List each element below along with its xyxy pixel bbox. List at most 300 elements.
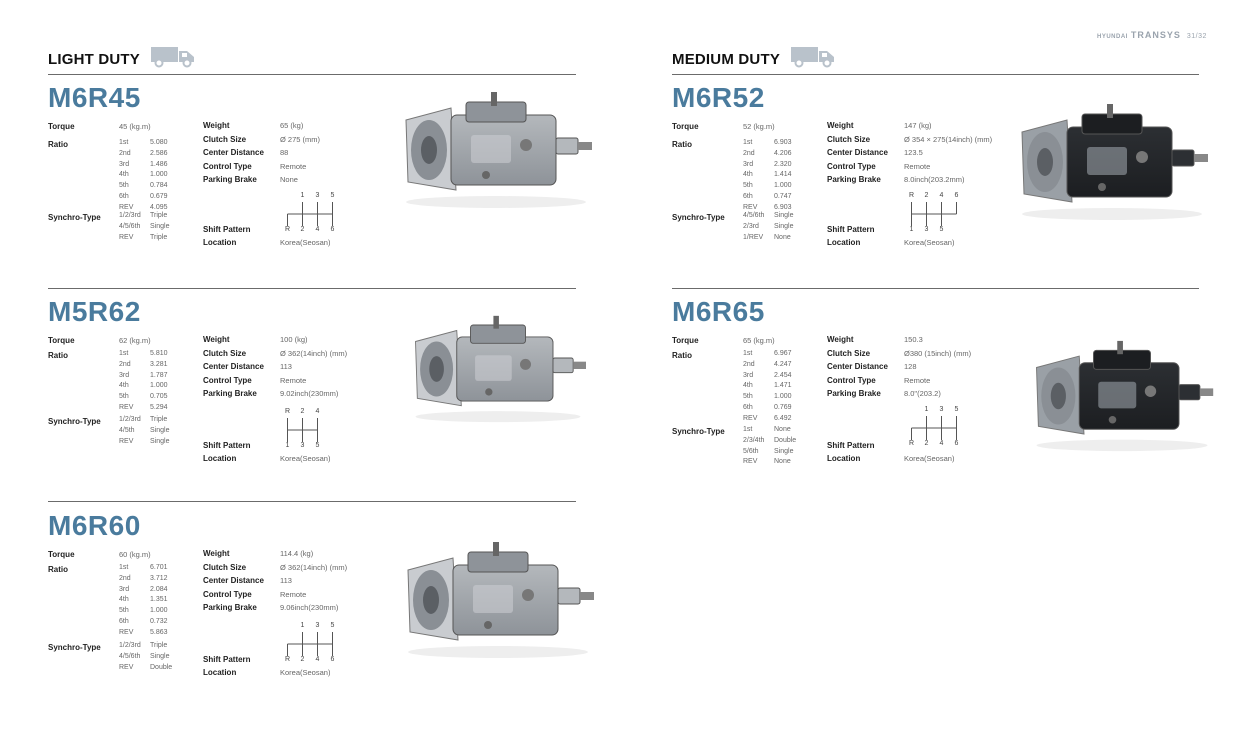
ratio-value: 0.784: [150, 182, 168, 190]
ratio-row: [119, 586, 168, 597]
torque-value: 65 (kg.m): [743, 336, 775, 345]
spec-value: 9.02inch(230mm): [280, 389, 339, 399]
shift-gear: 6: [954, 440, 959, 447]
model-name: M6R65: [672, 296, 765, 327]
ratio-row: [119, 564, 168, 575]
shift-pattern-top-gears: [280, 192, 340, 199]
spec-value: Remote: [904, 161, 931, 171]
truck-icon: [790, 46, 836, 68]
synchro-row: [743, 212, 793, 223]
ratio-gear: 3rd: [119, 160, 130, 168]
spec-row-weight: [203, 333, 347, 347]
synchro-table: [743, 426, 796, 469]
location-value: Korea(Seosan): [904, 238, 955, 247]
shift-gear: R: [284, 226, 291, 233]
shift-gear: 3: [315, 622, 320, 629]
shift-gear: 4: [315, 656, 320, 663]
ratio-gear: 2nd: [743, 149, 755, 157]
ratio-value: 2.084: [150, 585, 168, 593]
shift-gate-icon: [280, 631, 340, 657]
shift-gear: 4: [939, 440, 944, 447]
shift-pattern-label: Shift Pattern: [827, 225, 875, 234]
shift-gear: 2: [300, 226, 305, 233]
spec-row-parking: [203, 173, 320, 187]
spec-value: 100 (kg): [280, 335, 308, 345]
synchro-gear: 1/2/3rd: [119, 416, 141, 423]
section-header-light-duty: [48, 46, 196, 68]
ratio-row: [119, 350, 168, 361]
spec-row-weight: [827, 119, 992, 133]
ratio-value: 1.000: [774, 393, 792, 401]
synchro-table: [119, 212, 169, 244]
spec-row-center: [827, 146, 992, 160]
spec-label: Center Distance: [203, 148, 264, 158]
shift-gear: 3: [939, 406, 944, 413]
spec-row-center: [203, 146, 320, 160]
spec-label: Clutch Size: [827, 348, 871, 358]
spec-value: 88: [280, 148, 289, 158]
ratio-value: 1.787: [150, 371, 168, 379]
spec-label: Control Type: [203, 161, 252, 171]
ratio-value: 5.863: [150, 628, 168, 636]
ratio-table: [743, 139, 792, 215]
shift-gear: 3: [315, 192, 320, 199]
shift-gear: 1: [300, 192, 305, 199]
synchro-gear: 1st: [743, 426, 753, 433]
spec-table: [203, 547, 347, 615]
ratio-value: 3.712: [150, 574, 168, 582]
ratio-row: [119, 182, 168, 193]
shift-pattern-bottom-gears: [904, 226, 964, 233]
ratio-gear: 4th: [743, 171, 753, 179]
spec-value: Ø 275 (mm): [280, 134, 321, 144]
spec-table: [203, 333, 347, 401]
shift-gear: R: [284, 656, 291, 663]
brand-name: TRANSYS: [1130, 30, 1181, 40]
shift-gear: 4: [315, 408, 320, 415]
spec-value: 9.06inch(230mm): [280, 603, 339, 613]
shift-gear: 1: [909, 226, 914, 233]
shift-gear: 6: [330, 226, 335, 233]
ratio-table: [119, 350, 168, 415]
model-name: M5R62: [48, 296, 141, 327]
ratio-row: [743, 350, 792, 361]
synchro-value: Single: [150, 652, 170, 660]
shift-gear: 5: [315, 442, 320, 449]
synchro-gear: REV: [119, 663, 134, 671]
ratio-gear: 1st: [743, 139, 753, 146]
section-title: MEDIUM DUTY: [672, 51, 781, 68]
ratio-row: [119, 171, 168, 182]
synchro-value: Single: [774, 447, 794, 455]
synchro-value: Single: [150, 426, 170, 434]
spec-value: 147 (kg): [904, 121, 932, 131]
spec-value: Ø 354 × 275(14inch) (mm): [904, 134, 993, 144]
torque-value: 60 (kg.m): [119, 550, 151, 559]
spec-label: Control Type: [203, 375, 252, 385]
ratio-value: 4.095: [150, 203, 168, 211]
shift-pattern-bottom-gears: [280, 656, 340, 663]
ratio-gear: 4th: [119, 171, 129, 179]
ratio-row: [743, 393, 792, 404]
ratio-gear: 5th: [119, 393, 129, 401]
spec-value: 114.4 (kg): [280, 549, 314, 559]
shift-pattern-bottom-gears: [904, 440, 964, 447]
shift-gate-icon: [904, 201, 964, 227]
shift-gear: 5: [939, 226, 944, 233]
synchro-row: [743, 458, 796, 469]
spec-label: Center Distance: [203, 576, 264, 586]
ratio-value: 1.000: [774, 182, 792, 190]
ratio-value: 6.903: [774, 203, 792, 211]
spec-row-parking: [203, 601, 347, 615]
ratio-value: 3.281: [150, 360, 168, 368]
spec-row-clutch: [827, 347, 971, 361]
spec-value: 8.0"(203.2): [904, 389, 941, 399]
ratio-value: 0.747: [774, 192, 792, 200]
shift-pattern-diagram: [280, 622, 340, 664]
section-divider: [48, 74, 576, 75]
spec-row-parking: [203, 387, 347, 401]
synchro-gear: 4/5/6th: [743, 212, 765, 219]
spec-row-center: [203, 360, 347, 374]
model-block-m6r45: [48, 82, 608, 282]
ratio-gear: 1st: [119, 564, 129, 571]
spec-table: [827, 119, 992, 187]
shift-gear: R: [284, 408, 291, 415]
location-value: Korea(Seosan): [280, 668, 331, 677]
ratio-value: 2.320: [774, 160, 792, 168]
ratio-row: [743, 193, 792, 204]
spec-row-parking: [827, 387, 971, 401]
ratio-gear: 5th: [743, 182, 753, 190]
synchro-row: [743, 426, 796, 437]
ratio-gear: 2nd: [119, 149, 131, 157]
location-value: Korea(Seosan): [904, 454, 955, 463]
spec-value: Ø 362(14inch) (mm): [280, 562, 348, 572]
section-header-medium-duty: [672, 46, 836, 68]
shift-gear: 2: [924, 192, 929, 199]
transmission-photo: [1027, 336, 1217, 456]
shift-gear: R: [908, 440, 915, 447]
synchro-row: [119, 416, 169, 427]
ratio-row: [119, 139, 168, 150]
spec-value: Remote: [280, 589, 307, 599]
shift-gear: [949, 226, 964, 233]
ratio-value: 6.492: [774, 414, 792, 422]
synchro-value: Single: [774, 212, 794, 219]
synchro-value: Single: [150, 222, 170, 230]
ratio-value: 0.679: [150, 192, 168, 200]
transmission-photo: [398, 314, 598, 424]
synchro-value: None: [774, 233, 791, 241]
ratio-row: [119, 150, 168, 161]
synchro-label: Synchro-Type: [48, 417, 101, 426]
torque-label: Torque: [48, 550, 75, 559]
ratio-gear: 2nd: [119, 360, 131, 368]
ratio-gear: 3rd: [119, 585, 130, 593]
transmission-photo: [386, 90, 606, 210]
spec-label: Parking Brake: [203, 175, 257, 185]
ratio-value: 0.732: [150, 617, 168, 625]
location-label: Location: [203, 238, 237, 247]
spec-label: Clutch Size: [203, 348, 247, 358]
ratio-gear: 6th: [119, 617, 129, 625]
spec-value: 123.5: [904, 148, 923, 158]
spec-row-clutch: [203, 133, 320, 147]
shift-pattern-diagram: [280, 192, 340, 234]
spec-label: Clutch Size: [203, 134, 247, 144]
model-block-m6r65: [672, 296, 1232, 496]
synchro-gear: 2/3/4th: [743, 436, 765, 444]
model-block-m6r60: [48, 510, 608, 710]
ratio-row: [743, 415, 792, 426]
ratio-row: [743, 182, 792, 193]
spec-label: Weight: [827, 335, 854, 345]
spec-value: Remote: [280, 161, 307, 171]
ratio-gear: 6th: [743, 192, 753, 200]
shift-pattern-diagram: [904, 406, 964, 448]
shift-gear: 5: [954, 406, 959, 413]
section-divider: [48, 501, 576, 502]
shift-pattern-label: Shift Pattern: [203, 225, 251, 234]
spec-label: Weight: [203, 549, 230, 559]
shift-gear: [280, 622, 295, 629]
spec-row-clutch: [203, 561, 347, 575]
torque-label: Torque: [672, 122, 699, 131]
model-name: M6R52: [672, 82, 765, 113]
spec-row-center: [203, 574, 347, 588]
shift-gear: 2: [924, 440, 929, 447]
shift-pattern-label: Shift Pattern: [203, 655, 251, 664]
shift-gear: 2: [300, 408, 305, 415]
synchro-label: Synchro-Type: [48, 213, 101, 222]
spec-value: 65 (kg): [280, 121, 304, 131]
synchro-value: Single: [150, 437, 170, 445]
ratio-gear: REV: [119, 403, 134, 411]
location-label: Location: [203, 454, 237, 463]
synchro-row: [119, 653, 172, 664]
synchro-gear: 2/3rd: [743, 222, 759, 230]
ratio-value: 0.705: [150, 393, 168, 401]
synchro-row: [743, 448, 796, 459]
synchro-table: [119, 416, 169, 448]
shift-gear: 5: [330, 622, 335, 629]
transmission-photo: [398, 540, 598, 660]
synchro-value: None: [774, 458, 791, 466]
ratio-table: [743, 350, 792, 426]
shift-gear: 3: [924, 226, 929, 233]
ratio-row: [119, 596, 168, 607]
synchro-value: Double: [774, 436, 797, 444]
spec-label: Control Type: [827, 375, 876, 385]
spec-value: Ø 362(14inch) (mm): [280, 348, 348, 358]
ratio-row: [743, 404, 792, 415]
ratio-table: [119, 139, 168, 215]
ratio-value: 1.000: [150, 171, 168, 179]
ratio-gear: 2nd: [119, 574, 131, 582]
ratio-row: [119, 404, 168, 415]
shift-gear: R: [908, 192, 915, 199]
ratio-value: 1.000: [150, 382, 168, 390]
shift-pattern-diagram: [904, 192, 964, 234]
synchro-gear: 1/2/3rd: [119, 212, 141, 219]
shift-gate-icon: [904, 415, 964, 441]
shift-gear: 5: [330, 192, 335, 199]
spec-table: [827, 333, 971, 401]
ratio-gear: REV: [743, 203, 758, 211]
shift-gear: 1: [924, 406, 929, 413]
spec-row-control: [203, 160, 320, 174]
spec-value: 113: [280, 576, 292, 586]
spec-row-weight: [203, 547, 347, 561]
synchro-gear: 4/5th: [119, 426, 135, 434]
synchro-gear: REV: [743, 458, 758, 466]
location-value: Korea(Seosan): [280, 454, 331, 463]
shift-pattern-top-gears: [280, 408, 325, 415]
location-value: Korea(Seosan): [280, 238, 331, 247]
spec-label: Center Distance: [827, 362, 888, 372]
ratio-gear: 1st: [743, 350, 753, 357]
shift-gear: 3: [300, 442, 305, 449]
spec-row-clutch: [827, 133, 992, 147]
ratio-gear: 4th: [743, 382, 753, 390]
spec-label: Clutch Size: [203, 562, 247, 572]
model-block-m6r52: [672, 82, 1232, 282]
ratio-value: 5.294: [150, 403, 168, 411]
ratio-gear: 5th: [119, 607, 129, 615]
ratio-gear: 2nd: [743, 360, 755, 368]
ratio-gear: 3rd: [743, 371, 754, 379]
synchro-value: Triple: [150, 642, 168, 649]
torque-value: 45 (kg.m): [119, 122, 151, 131]
spec-row-clutch: [203, 347, 347, 361]
ratio-label: Ratio: [672, 140, 692, 149]
synchro-row: [119, 427, 169, 438]
spec-label: Parking Brake: [827, 175, 881, 185]
ratio-row: [743, 161, 792, 172]
ratio-gear: 1st: [119, 350, 129, 357]
ratio-label: Ratio: [48, 565, 68, 574]
ratio-gear: REV: [743, 414, 758, 422]
ratio-row: [119, 193, 168, 204]
spec-value: Remote: [280, 375, 307, 385]
ratio-table: [119, 564, 168, 640]
ratio-row: [743, 361, 792, 372]
transmission-photo: [1012, 102, 1212, 222]
spec-row-control: [827, 374, 971, 388]
spec-row-weight: [203, 119, 320, 133]
section-divider: [48, 288, 576, 289]
ratio-gear: 4th: [119, 596, 129, 604]
shift-gear: 2: [300, 656, 305, 663]
ratio-value: 5.080: [150, 139, 168, 146]
shift-pattern-label: Shift Pattern: [203, 441, 251, 450]
spec-value: 128: [904, 362, 917, 372]
ratio-row: [743, 150, 792, 161]
torque-label: Torque: [48, 122, 75, 131]
spec-label: Center Distance: [827, 148, 888, 158]
spec-row-control: [203, 588, 347, 602]
shift-pattern-top-gears: [904, 192, 964, 199]
synchro-row: [119, 223, 169, 234]
shift-pattern-diagram: [280, 408, 325, 450]
brand-prefix: HYUNDAI: [1097, 34, 1128, 40]
ratio-gear: REV: [119, 203, 134, 211]
torque-value: 62 (kg.m): [119, 336, 151, 345]
synchro-row: [743, 234, 793, 245]
synchro-value: Triple: [150, 212, 168, 219]
synchro-row: [743, 437, 796, 448]
synchro-row: [743, 223, 793, 234]
synchro-row: [119, 438, 169, 449]
synchro-table: [743, 212, 793, 244]
spec-row-weight: [827, 333, 971, 347]
ratio-value: 1.000: [150, 607, 168, 615]
shift-gear: 1: [300, 622, 305, 629]
synchro-gear: REV: [119, 437, 134, 445]
shift-gear: 6: [330, 656, 335, 663]
ratio-gear: 3rd: [743, 160, 754, 168]
truck-icon: [150, 46, 196, 68]
shift-gate-icon: [280, 201, 340, 227]
synchro-value: Double: [150, 663, 173, 671]
ratio-label: Ratio: [48, 140, 68, 149]
shift-gear: 4: [315, 226, 320, 233]
spec-row-parking: [827, 173, 992, 187]
synchro-value: Triple: [150, 233, 168, 241]
shift-pattern-top-gears: [280, 622, 340, 629]
ratio-gear: 5th: [743, 393, 753, 401]
synchro-row: [119, 212, 169, 223]
synchro-gear: 4/5/6th: [119, 652, 141, 660]
ratio-row: [743, 171, 792, 182]
ratio-gear: 1st: [119, 139, 129, 146]
spec-value: 113: [280, 362, 292, 372]
spec-row-control: [203, 374, 347, 388]
spec-label: Weight: [203, 335, 230, 345]
spec-value: 150.3: [904, 335, 923, 345]
synchro-row: [119, 664, 172, 675]
page-number: 31/32: [1186, 33, 1207, 40]
spec-value: None: [280, 175, 298, 185]
section-divider: [672, 74, 1199, 75]
shift-gear: 4: [939, 192, 944, 199]
shift-gear: 1: [285, 442, 290, 449]
spec-label: Parking Brake: [827, 389, 881, 399]
ratio-value: 1.471: [774, 382, 792, 390]
ratio-label: Ratio: [672, 351, 692, 360]
shift-pattern-label: Shift Pattern: [827, 441, 875, 450]
spec-label: Parking Brake: [203, 603, 257, 613]
ratio-row: [119, 361, 168, 372]
ratio-value: 2.586: [150, 149, 168, 157]
ratio-row: [119, 393, 168, 404]
model-block-m5r62: [48, 296, 608, 496]
spec-label: Weight: [827, 121, 854, 131]
synchro-gear: 1/2/3rd: [119, 642, 141, 649]
model-name: M6R45: [48, 82, 141, 113]
ratio-gear: 4th: [119, 382, 129, 390]
ratio-row: [119, 618, 168, 629]
ratio-value: 6.967: [774, 350, 792, 357]
spec-label: Control Type: [827, 161, 876, 171]
torque-label: Torque: [672, 336, 699, 345]
ratio-value: 1.414: [774, 171, 792, 179]
ratio-value: 1.486: [150, 160, 168, 168]
ratio-row: [119, 575, 168, 586]
section-divider: [672, 288, 1199, 289]
